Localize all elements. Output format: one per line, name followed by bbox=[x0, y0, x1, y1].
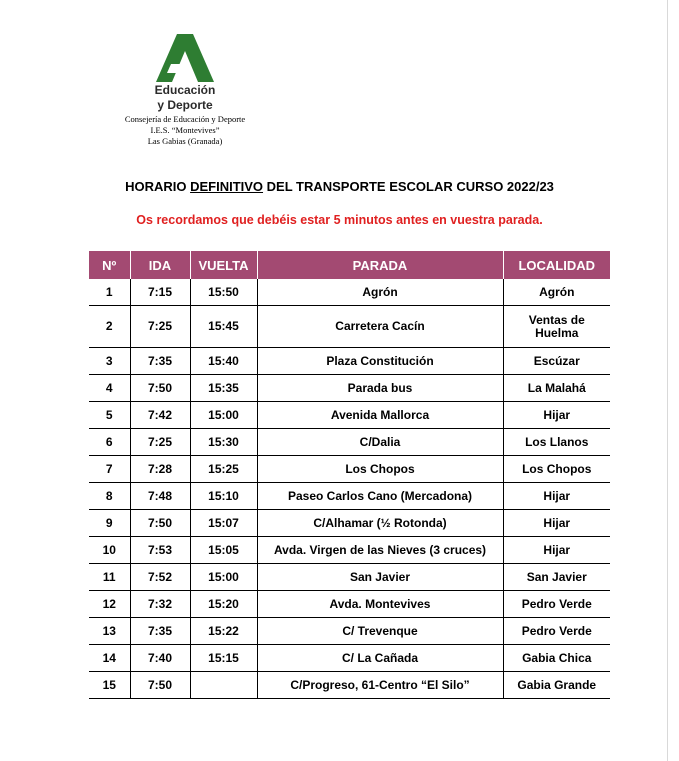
title-suffix: DEL TRANSPORTE ESCOLAR CURSO 2022/23 bbox=[263, 179, 554, 194]
header-vuelta: VUELTA bbox=[190, 251, 257, 279]
logo-consejeria: Consejería de Educación y Deporte bbox=[124, 114, 246, 124]
cell-ida: 7:25 bbox=[130, 306, 190, 348]
cell-ida: 7:35 bbox=[130, 618, 190, 645]
table-row bbox=[89, 618, 610, 645]
cell-number: 6 bbox=[89, 429, 130, 456]
cell-localidad: Hijar bbox=[503, 537, 610, 564]
table-row bbox=[89, 672, 610, 699]
cell-parada: C/ La Cañada bbox=[257, 645, 503, 672]
cell-vuelta: 15:05 bbox=[190, 537, 257, 564]
cell-ida: 7:50 bbox=[130, 510, 190, 537]
cell-number: 9 bbox=[89, 510, 130, 537]
cell-number: 14 bbox=[89, 645, 130, 672]
cell-ida: 7:50 bbox=[130, 672, 190, 699]
logo-text-line2: y Deporte bbox=[157, 98, 213, 112]
cell-ida: 7:28 bbox=[130, 456, 190, 483]
cell-vuelta: 15:50 bbox=[190, 279, 257, 306]
cell-number: 10 bbox=[89, 537, 130, 564]
cell-ida: 7:15 bbox=[130, 279, 190, 306]
cell-parada: C/Progreso, 61-Centro “El Silo” bbox=[257, 672, 503, 699]
title-prefix: HORARIO bbox=[125, 179, 191, 194]
table-row bbox=[89, 279, 610, 306]
cell-vuelta: 15:30 bbox=[190, 429, 257, 456]
cell-localidad: La Malahá bbox=[503, 375, 610, 402]
cell-parada: San Javier bbox=[257, 564, 503, 591]
cell-ida: 7:48 bbox=[130, 483, 190, 510]
table-header-row bbox=[89, 251, 610, 279]
table-row bbox=[89, 483, 610, 510]
cell-number: 1 bbox=[89, 279, 130, 306]
cell-ida: 7:50 bbox=[130, 375, 190, 402]
cell-vuelta: 15:40 bbox=[190, 348, 257, 375]
cell-parada: C/ Trevenque bbox=[257, 618, 503, 645]
cell-parada: C/Dalia bbox=[257, 429, 503, 456]
cell-localidad: Agrón bbox=[503, 279, 610, 306]
cell-localidad: Escúzar bbox=[503, 348, 610, 375]
cell-number: 8 bbox=[89, 483, 130, 510]
table-row bbox=[89, 591, 610, 618]
cell-localidad: Gabia Chica bbox=[503, 645, 610, 672]
cell-ida: 7:35 bbox=[130, 348, 190, 375]
cell-number: 12 bbox=[89, 591, 130, 618]
cell-localidad: Pedro Verde bbox=[503, 618, 610, 645]
cell-parada: Paseo Carlos Cano (Mercadona) bbox=[257, 483, 503, 510]
cell-parada: Los Chopos bbox=[257, 456, 503, 483]
junta-a-logo-icon bbox=[150, 34, 220, 84]
cell-ida: 7:40 bbox=[130, 645, 190, 672]
cell-parada: Avenida Mallorca bbox=[257, 402, 503, 429]
cell-ida: 7:25 bbox=[130, 429, 190, 456]
cell-vuelta: 15:00 bbox=[190, 564, 257, 591]
schedule-table bbox=[89, 251, 610, 699]
cell-vuelta: 15:20 bbox=[190, 591, 257, 618]
logo-ies: I.E.S. “Montevives” bbox=[150, 125, 220, 135]
cell-parada: Parada bus bbox=[257, 375, 503, 402]
document-title bbox=[0, 179, 679, 194]
table-row bbox=[89, 402, 610, 429]
cell-number: 7 bbox=[89, 456, 130, 483]
table-row bbox=[89, 564, 610, 591]
header-number: Nº bbox=[89, 251, 130, 279]
cell-vuelta bbox=[190, 672, 257, 699]
cell-vuelta: 15:15 bbox=[190, 645, 257, 672]
cell-number: 3 bbox=[89, 348, 130, 375]
cell-vuelta: 15:22 bbox=[190, 618, 257, 645]
page-edge-line bbox=[667, 0, 668, 761]
cell-number: 5 bbox=[89, 402, 130, 429]
table-row bbox=[89, 429, 610, 456]
table-row bbox=[89, 348, 610, 375]
table-row bbox=[89, 306, 610, 348]
cell-localidad: San Javier bbox=[503, 564, 610, 591]
cell-number: 13 bbox=[89, 618, 130, 645]
cell-localidad: Hijar bbox=[503, 510, 610, 537]
cell-localidad: Hijar bbox=[503, 483, 610, 510]
cell-vuelta: 15:00 bbox=[190, 402, 257, 429]
cell-parada: Carretera Cacín bbox=[257, 306, 503, 348]
cell-localidad: Los Chopos bbox=[503, 456, 610, 483]
cell-vuelta: 15:07 bbox=[190, 510, 257, 537]
cell-parada: Avda. Virgen de las Nieves (3 cruces) bbox=[257, 537, 503, 564]
table-row bbox=[89, 537, 610, 564]
header-parada: PARADA bbox=[257, 251, 503, 279]
cell-number: 2 bbox=[89, 306, 130, 348]
cell-ida: 7:32 bbox=[130, 591, 190, 618]
junta-logo bbox=[100, 30, 270, 150]
table-row bbox=[89, 456, 610, 483]
table-row bbox=[89, 375, 610, 402]
cell-vuelta: 15:35 bbox=[190, 375, 257, 402]
cell-ida: 7:52 bbox=[130, 564, 190, 591]
table-row bbox=[89, 510, 610, 537]
cell-localidad: Gabia Grande bbox=[503, 672, 610, 699]
header-localidad: LOCALIDAD bbox=[503, 251, 610, 279]
logo-text-line1: Educación bbox=[154, 83, 216, 97]
cell-number: 11 bbox=[89, 564, 130, 591]
cell-ida: 7:53 bbox=[130, 537, 190, 564]
cell-localidad: Pedro Verde bbox=[503, 591, 610, 618]
reminder-note: Os recordamos que debéis estar 5 minutos antes en vuestra parada. bbox=[136, 213, 543, 227]
cell-number: 4 bbox=[89, 375, 130, 402]
cell-parada: C/Alhamar (½ Rotonda) bbox=[257, 510, 503, 537]
cell-vuelta: 15:10 bbox=[190, 483, 257, 510]
cell-ida: 7:42 bbox=[130, 402, 190, 429]
header-ida: IDA bbox=[130, 251, 190, 279]
logo-location: Las Gabias (Granada) bbox=[147, 136, 223, 146]
cell-number: 15 bbox=[89, 672, 130, 699]
title-underlined: DEFINITIVO bbox=[190, 179, 264, 194]
cell-localidad: Los Llanos bbox=[503, 429, 610, 456]
cell-parada: Avda. Montevives bbox=[257, 591, 503, 618]
cell-vuelta: 15:25 bbox=[190, 456, 257, 483]
cell-vuelta: 15:45 bbox=[190, 306, 257, 348]
table-row bbox=[89, 645, 610, 672]
cell-localidad: Hijar bbox=[503, 402, 610, 429]
cell-parada: Agrón bbox=[257, 279, 503, 306]
cell-localidad: Ventas de Huelma bbox=[503, 306, 610, 348]
cell-parada: Plaza Constitución bbox=[257, 348, 503, 375]
